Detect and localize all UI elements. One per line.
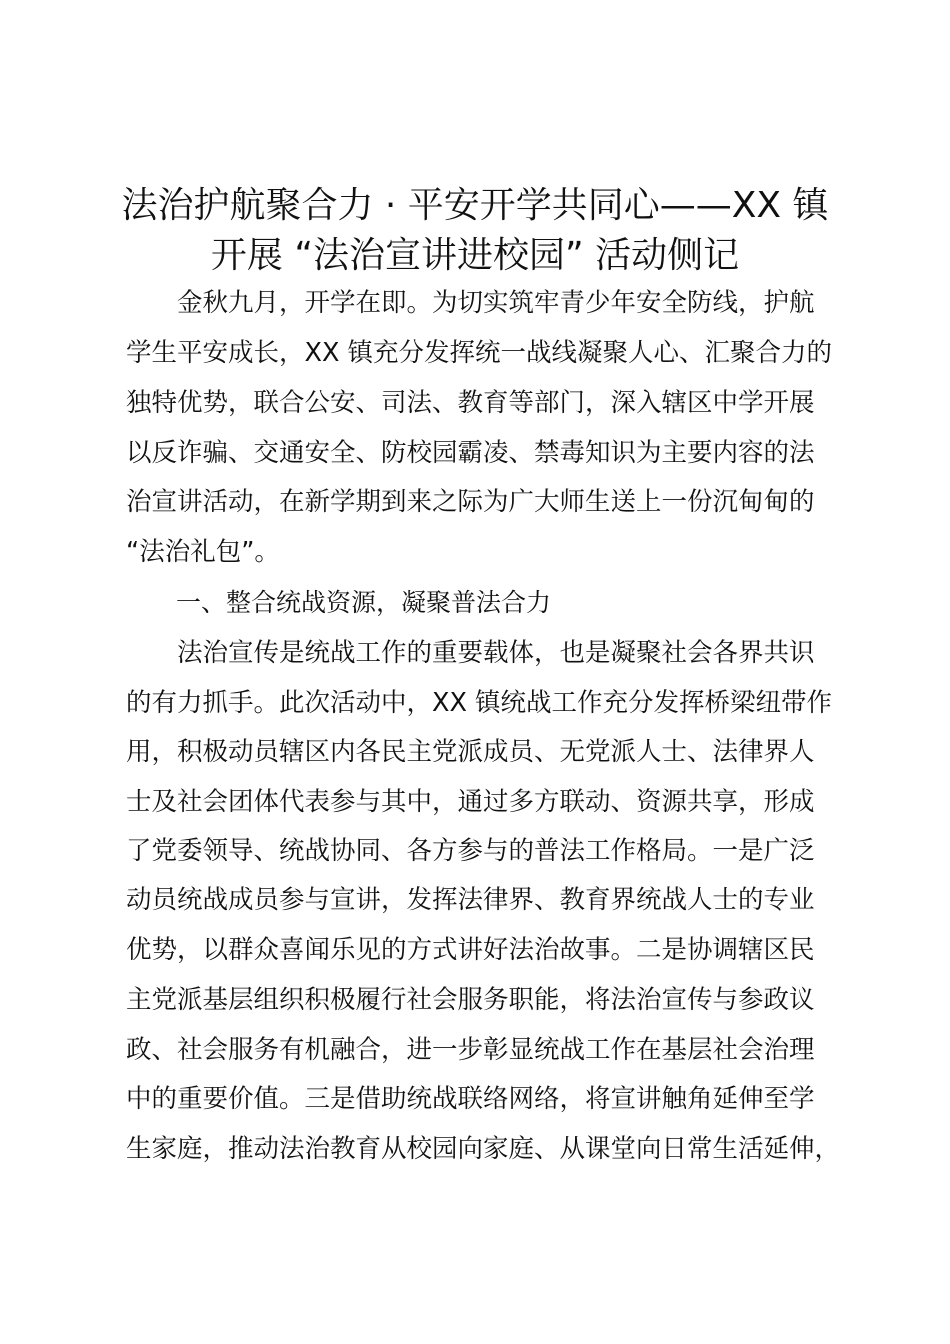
body-line: 用，积极动员辖区内各民主党派成员、无党派人士、法律界人 [126,737,815,767]
body-line: 中的重要价值。三是借助统战联络网络，将宣讲触角延伸至学 [126,1084,815,1114]
body-line: 独特优势，联合公安、司法、教育等部门，深入辖区中学开展 [126,388,815,418]
body-line: 士及社会团体代表参与其中，通过多方联动、资源共享，形成 [126,787,815,817]
body-line: 学生平安成长，XX 镇充分发挥统一战线凝聚人心、汇聚合力的 [126,338,833,368]
body-line: 以反诈骗、交通安全、防校园霸凌、禁毒知识为主要内容的法 [126,438,815,468]
body-line: 生家庭，推动法治教育从校园向家庭、从课堂向日常生活延伸， [126,1134,841,1164]
body-line: 法治宣传是统战工作的重要载体，也是凝聚社会各界共识 [126,638,815,668]
body-line: 动员统战成员参与宣讲，发挥法律界、教育界统战人士的专业 [126,885,815,915]
body-line: 的有力抓手。此次活动中，XX 镇统战工作充分发挥桥梁纽带作 [126,688,833,718]
body-line: 了党委领导、统战协同、各方参与的普法工作格局。一是广泛 [126,836,815,866]
body-line: 优势，以群众喜闻乐见的方式讲好法治故事。二是协调辖区民 [126,935,815,965]
body-line: “法治礼包”。 [126,537,280,567]
document-title-line-2: 开展 “法治宣讲进校园” 活动侧记 [210,235,740,276]
body-line: 政、社会服务有机融合，进一步彰显统战工作在基层社会治理 [126,1035,815,1065]
document-title-line-1: 法治护航聚合力 · 平安开学共同心——XX 镇 [121,185,829,226]
body-line: 金秋九月，开学在即。为切实筑牢青少年安全防线，护航 [126,288,815,318]
section-heading: 一、整合统战资源，凝聚普法合力 [126,588,552,617]
body-line: 治宣讲活动，在新学期到来之际为广大师生送上一份沉甸甸的 [126,487,815,517]
body-line: 主党派基层组织积极履行社会服务职能，将法治宣传与参政议 [126,985,815,1015]
